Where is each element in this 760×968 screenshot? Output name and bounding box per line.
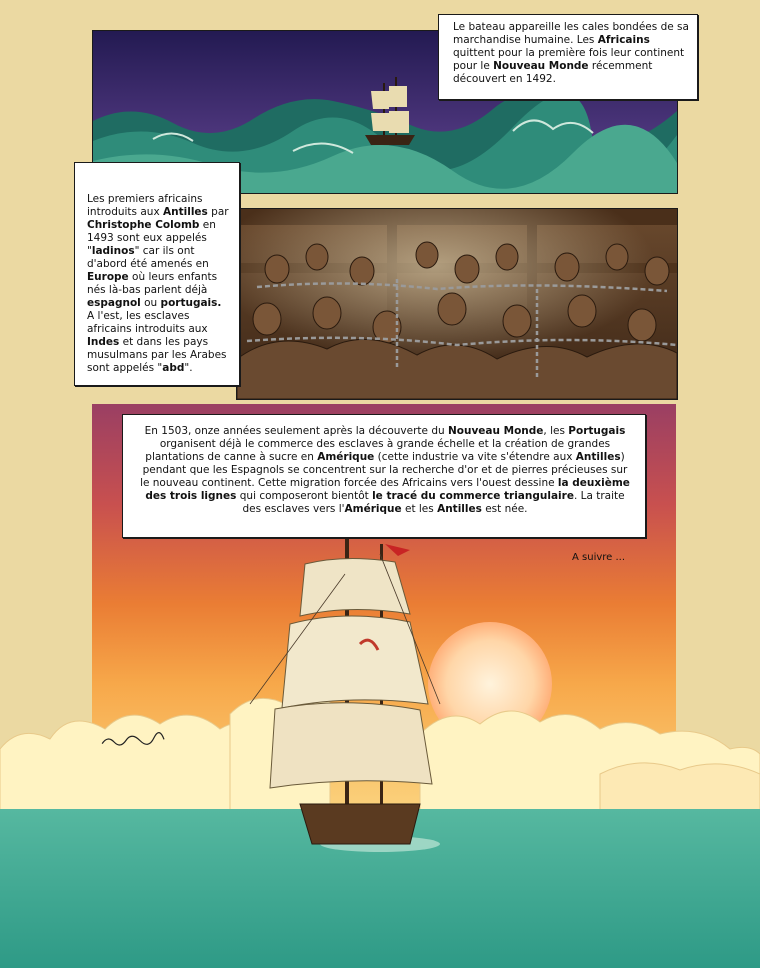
caption-text: ou xyxy=(140,297,161,309)
caption-text: A l'est, les esclaves africains introduits aux xyxy=(87,310,208,335)
caption-emphasis: la deuxième des trois lignes xyxy=(145,477,630,502)
caption-emphasis: Nouveau Monde xyxy=(493,60,589,72)
caption-emphasis: Amérique xyxy=(317,451,375,463)
caption-emphasis: abd xyxy=(162,362,185,374)
caption-triangular-trade xyxy=(122,414,646,538)
caption-text: , les xyxy=(543,425,569,437)
caption-emphasis: Europe xyxy=(87,271,129,283)
to-be-continued: A suivre ... xyxy=(572,552,626,563)
caption-text: . La traite des esclaves vers l' xyxy=(242,490,625,515)
caption-text: (cette industrie va vite s'étendre aux xyxy=(374,451,576,463)
caption-text: ". xyxy=(184,362,193,374)
caption-text: qui composeront bientôt xyxy=(236,490,373,502)
caption-emphasis: Portugais xyxy=(568,425,626,437)
caption-emphasis: Antilles xyxy=(575,451,621,463)
caption-text: Le bateau appareille les cales bondées de sa marchandise humaine. Les xyxy=(453,21,689,46)
caption-text: " car ils ont d'abord été amenés en xyxy=(87,245,209,270)
caption-text: où leurs enfants nés là-bas parlent déjà xyxy=(87,271,218,296)
caption-text: est née. xyxy=(481,503,528,515)
caption-text: par xyxy=(207,206,229,218)
caption-emphasis: Indes xyxy=(87,336,120,348)
caption-ladinos xyxy=(74,162,240,386)
caption-emphasis: espagnol xyxy=(87,297,141,309)
caption-emphasis: Antilles xyxy=(437,503,482,515)
caption-text: En 1503, onze années seulement après la découverte du xyxy=(144,425,448,437)
ship-hold-illustration xyxy=(237,209,677,399)
caption-emphasis: Nouveau Monde xyxy=(447,425,544,437)
caption-text: ) pendant que les Espagnols se concentrent sur la recherche d'or et de pierres précieuses sur le nouveau continent. Cette migration forcée des Africains vers l'ouest dessine xyxy=(140,451,628,489)
caption-emphasis: ladinos xyxy=(91,245,135,257)
caption-text: quittent pour la première fois leur continent pour le xyxy=(453,47,685,72)
caption-text: et dans les pays musulmans par les Arabes sont appelés " xyxy=(87,336,227,374)
caption-text: et les xyxy=(401,503,438,515)
caption-departure xyxy=(438,14,698,100)
caption-emphasis: Africains xyxy=(597,34,650,46)
caption-text: en 1493 sont eux appelés " xyxy=(87,219,216,257)
panel-ship-hold xyxy=(236,208,678,400)
caption-emphasis: Antilles xyxy=(163,206,208,218)
caption-emphasis: le tracé du commerce triangulaire xyxy=(372,490,574,502)
caption-emphasis: Amérique xyxy=(344,503,402,515)
caption-text: Les premiers africains introduits aux xyxy=(87,193,203,218)
caption-emphasis: Christophe Colomb xyxy=(87,219,200,231)
caption-text: organisent déjà le commerce des esclaves à grande échelle et la création de grandes plantations de canne à sucre en xyxy=(145,438,611,463)
caption-text: récemment découvert en 1492. xyxy=(453,60,653,85)
caption-emphasis: portugais. xyxy=(160,297,222,309)
